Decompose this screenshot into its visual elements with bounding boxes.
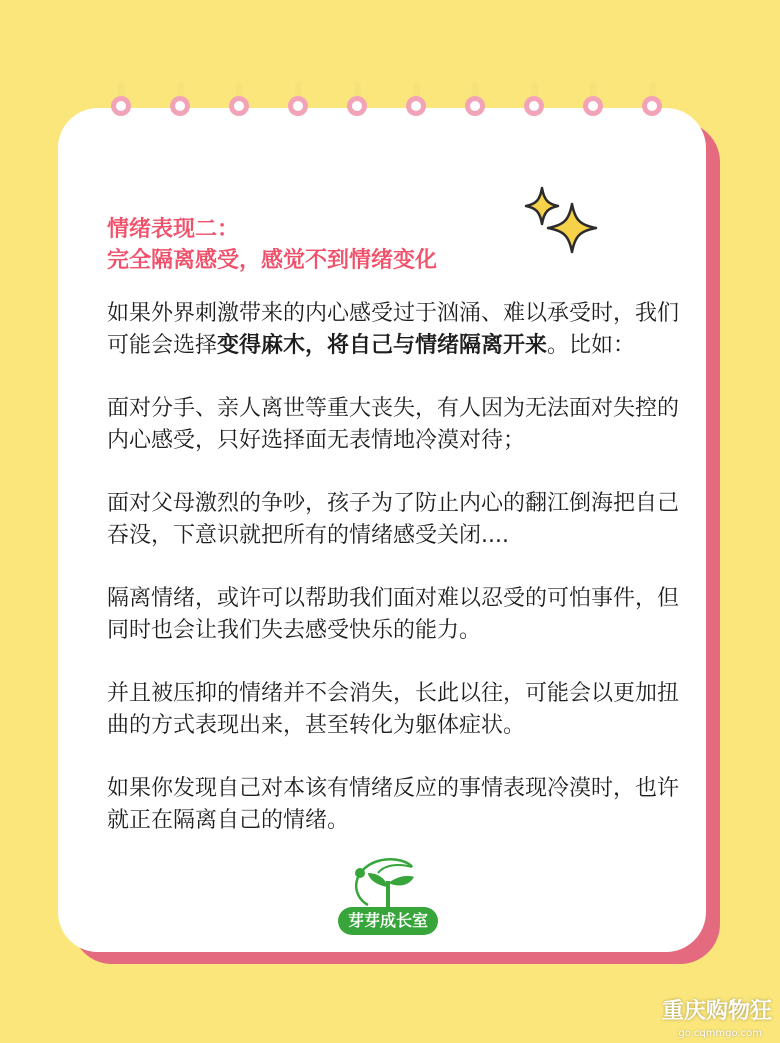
sprout-icon bbox=[338, 855, 438, 911]
watermark-url: go.cqmmgo.com bbox=[678, 1028, 762, 1039]
paragraph-2: 面对分手、亲人离世等重大丧失，有人因为无法面对失控的内心感受，只好选择面无表情地冷漠对待； bbox=[107, 396, 680, 453]
binder-ring-icon bbox=[642, 82, 662, 118]
binder-ring-icon bbox=[229, 82, 249, 118]
paragraph-1-text: 如果外界刺激带来的内心感受过于汹涌、难以承受时，我们可能会选择 bbox=[107, 301, 680, 358]
paragraph-5: 并且被压抑的情绪并不会消失，长此以往，可能会以更加扭曲的方式表现出来，甚至转化为躯体症状。 bbox=[107, 681, 680, 738]
paragraph-1-bold: 变得麻木，将自己与情绪隔离开来 bbox=[217, 333, 548, 358]
sparkle-icon bbox=[522, 186, 602, 266]
section-heading bbox=[107, 214, 437, 276]
binder-ring-icon bbox=[524, 82, 544, 118]
binder-ring-icon bbox=[170, 82, 190, 118]
paragraph-1 bbox=[107, 298, 697, 362]
heading-line-1: 情绪表现二： bbox=[107, 217, 240, 242]
paragraph-1-end: 。比如： bbox=[547, 333, 636, 358]
watermark: 重庆购物狂 bbox=[661, 999, 772, 1024]
paragraph-6: 如果你发现自己对本该有情绪反应的事情表现冷漠时，也许就正在隔离自己的情绪。 bbox=[107, 776, 680, 833]
binder-ring-icon bbox=[111, 82, 131, 118]
binder-ring-icon bbox=[406, 82, 426, 118]
binder-ring-icon bbox=[288, 82, 308, 118]
binder-ring-icon bbox=[465, 82, 485, 118]
brand-logo bbox=[338, 855, 438, 945]
heading-line-2: 完全隔离感受，感觉不到情绪变化 bbox=[107, 248, 438, 273]
binder-ring-icon bbox=[583, 82, 603, 118]
paragraph-3: 面对父母激烈的争吵，孩子为了防止内心的翻江倒海把自己吞没，下意识就把所有的情绪感受关闭.... bbox=[107, 491, 680, 548]
article-body bbox=[107, 298, 697, 868]
binder-ring-icon bbox=[347, 82, 367, 118]
logo-text: 芽芽成长室 bbox=[338, 907, 438, 935]
paragraph-4: 隔离情绪，或许可以帮助我们面对难以忍受的可怕事件，但同时也会让我们失去感受快乐的能力。 bbox=[107, 586, 680, 643]
